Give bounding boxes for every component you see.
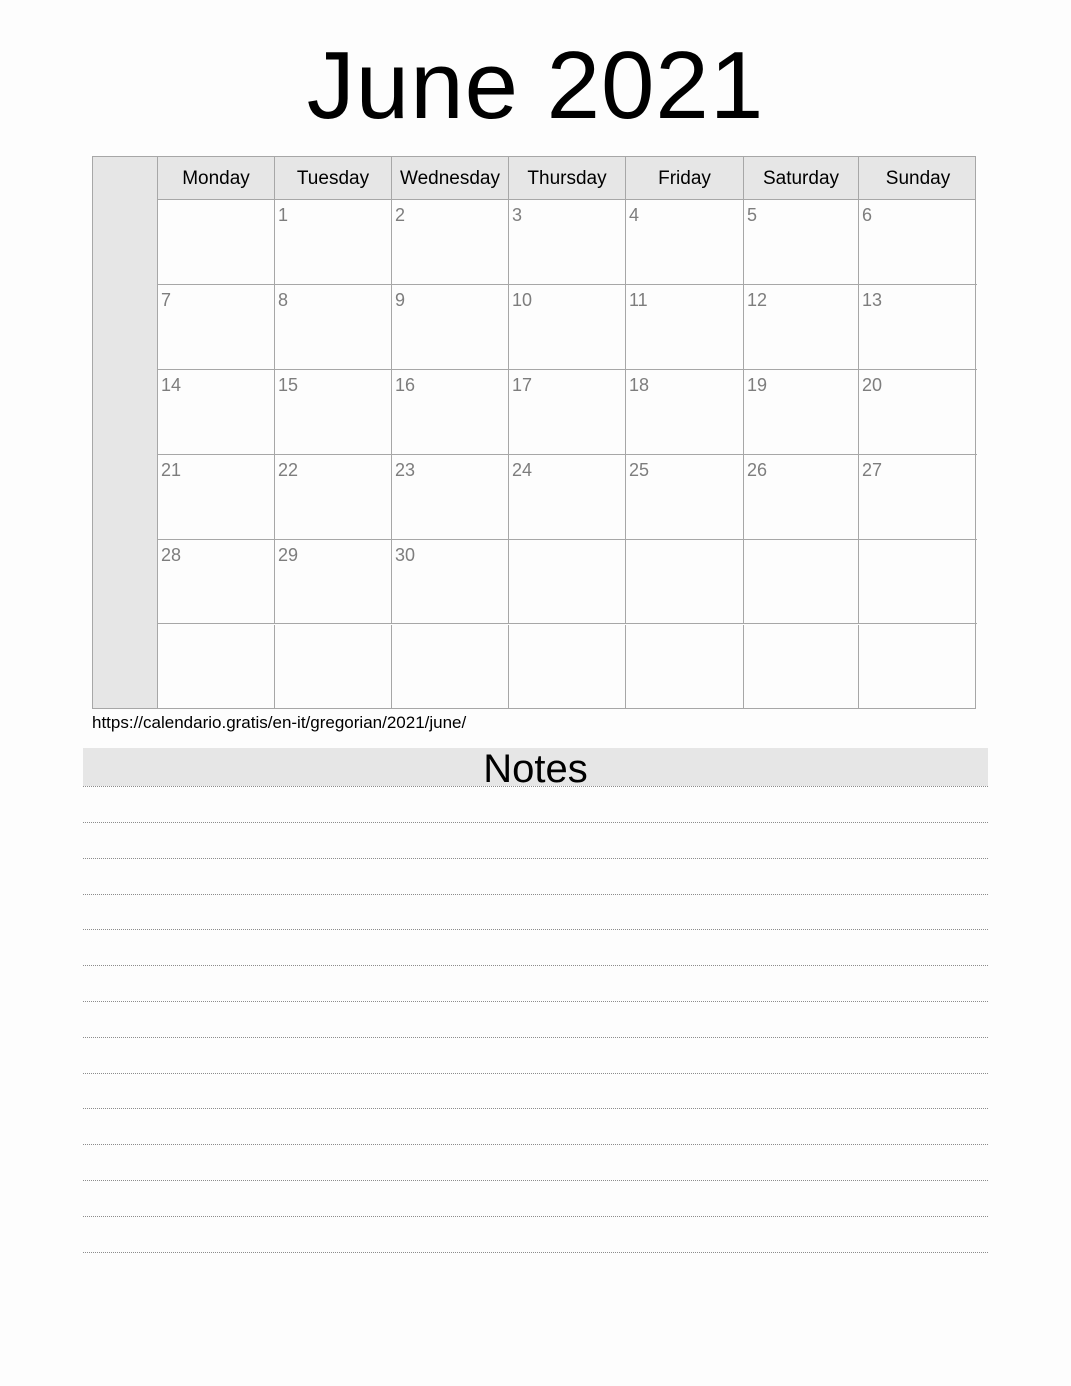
note-line — [83, 1144, 988, 1145]
day-number: 4 — [629, 205, 640, 225]
day-number: 11 — [629, 289, 648, 310]
day-number: 17 — [512, 374, 533, 395]
day-cell — [859, 540, 977, 625]
week-number-column — [93, 157, 158, 708]
day-cell — [509, 370, 626, 455]
day-cell — [158, 455, 275, 540]
day-cell — [626, 455, 744, 540]
day-number: 3 — [512, 205, 523, 225]
day-number: 29 — [278, 544, 299, 565]
day-number: 5 — [747, 205, 758, 225]
day-cell — [392, 200, 509, 285]
calendar-title: June 2021 — [306, 32, 765, 139]
day-cell — [509, 285, 626, 370]
day-cell — [392, 370, 509, 455]
day-cell — [275, 455, 392, 540]
day-number: 22 — [278, 459, 299, 480]
source-url: https://calendario.gratis/en-it/gregorian/2021/june/ — [92, 713, 467, 732]
day-number: 2 — [395, 205, 406, 225]
day-cell — [158, 540, 275, 625]
day-cell — [859, 200, 977, 285]
day-cell — [744, 540, 859, 625]
note-line — [83, 1073, 988, 1074]
day-cell — [626, 370, 744, 455]
day-number: 9 — [395, 289, 406, 310]
day-cell — [626, 285, 744, 370]
note-line — [83, 786, 988, 787]
day-cell — [392, 455, 509, 540]
day-cell — [744, 625, 859, 710]
day-number: 8 — [278, 289, 289, 310]
day-cell — [744, 200, 859, 285]
day-number: 10 — [512, 289, 533, 310]
note-line — [83, 822, 988, 823]
day-cell — [859, 625, 977, 710]
day-number: 30 — [395, 544, 416, 565]
weekday-header-monday: Monday — [158, 157, 275, 199]
day-number: 27 — [862, 459, 883, 480]
day-cell — [859, 455, 977, 540]
day-number: 20 — [862, 374, 883, 395]
notes-header — [83, 747, 988, 791]
day-cell — [392, 540, 509, 625]
note-line — [83, 1108, 988, 1109]
day-number: 21 — [161, 459, 182, 480]
day-number: 24 — [512, 459, 533, 480]
day-cell — [626, 625, 744, 710]
weekday-header-tuesday: Tuesday — [275, 157, 392, 199]
note-line — [83, 1252, 988, 1253]
note-line — [83, 929, 988, 930]
month-calendar — [92, 156, 976, 709]
day-cell — [158, 285, 275, 370]
calendar-grid — [158, 157, 975, 708]
note-line — [83, 1216, 988, 1217]
weekday-header-wednesday: Wednesday — [392, 157, 509, 199]
note-line — [83, 1180, 988, 1181]
day-cell — [158, 370, 275, 455]
day-number: 18 — [629, 374, 650, 395]
note-line — [83, 858, 988, 859]
weekday-header-saturday: Saturday — [744, 157, 859, 199]
day-cell — [275, 200, 392, 285]
day-number: 1 — [278, 205, 289, 225]
note-line — [83, 1037, 988, 1038]
weekday-header-sunday: Sunday — [885, 168, 951, 189]
weekday-header-thursday: Thursday — [509, 157, 626, 199]
day-number: 23 — [395, 459, 416, 480]
day-cell — [275, 540, 392, 625]
day-cell — [509, 625, 626, 710]
day-cell — [158, 625, 275, 710]
day-cell — [392, 625, 509, 710]
day-cell — [158, 200, 275, 285]
day-cell — [859, 285, 977, 370]
weekday-header-friday: Friday — [626, 157, 744, 199]
note-line — [83, 894, 988, 895]
day-cell — [509, 200, 626, 285]
day-number: 16 — [395, 374, 416, 395]
weekday-header-row — [158, 157, 975, 200]
day-number: 19 — [747, 374, 768, 395]
day-cell — [626, 540, 744, 625]
day-cell — [275, 625, 392, 710]
day-number: 7 — [161, 289, 172, 310]
day-cell — [275, 370, 392, 455]
day-cell — [744, 455, 859, 540]
day-number: 13 — [862, 289, 883, 310]
day-number: 25 — [629, 459, 650, 480]
day-number: 26 — [747, 459, 768, 480]
day-number: 12 — [747, 289, 768, 310]
day-cell — [509, 455, 626, 540]
day-number: 6 — [862, 205, 873, 225]
day-cell — [509, 540, 626, 625]
day-number: 28 — [161, 544, 182, 565]
day-cell — [744, 370, 859, 455]
day-cell — [859, 370, 977, 455]
day-cell — [744, 285, 859, 370]
day-cell — [392, 285, 509, 370]
note-line — [83, 965, 988, 966]
notes-title: Notes — [483, 747, 588, 791]
day-number: 15 — [278, 374, 299, 395]
note-line — [83, 1001, 988, 1002]
day-cell — [626, 200, 744, 285]
day-number: 14 — [161, 374, 182, 395]
day-cell — [275, 285, 392, 370]
